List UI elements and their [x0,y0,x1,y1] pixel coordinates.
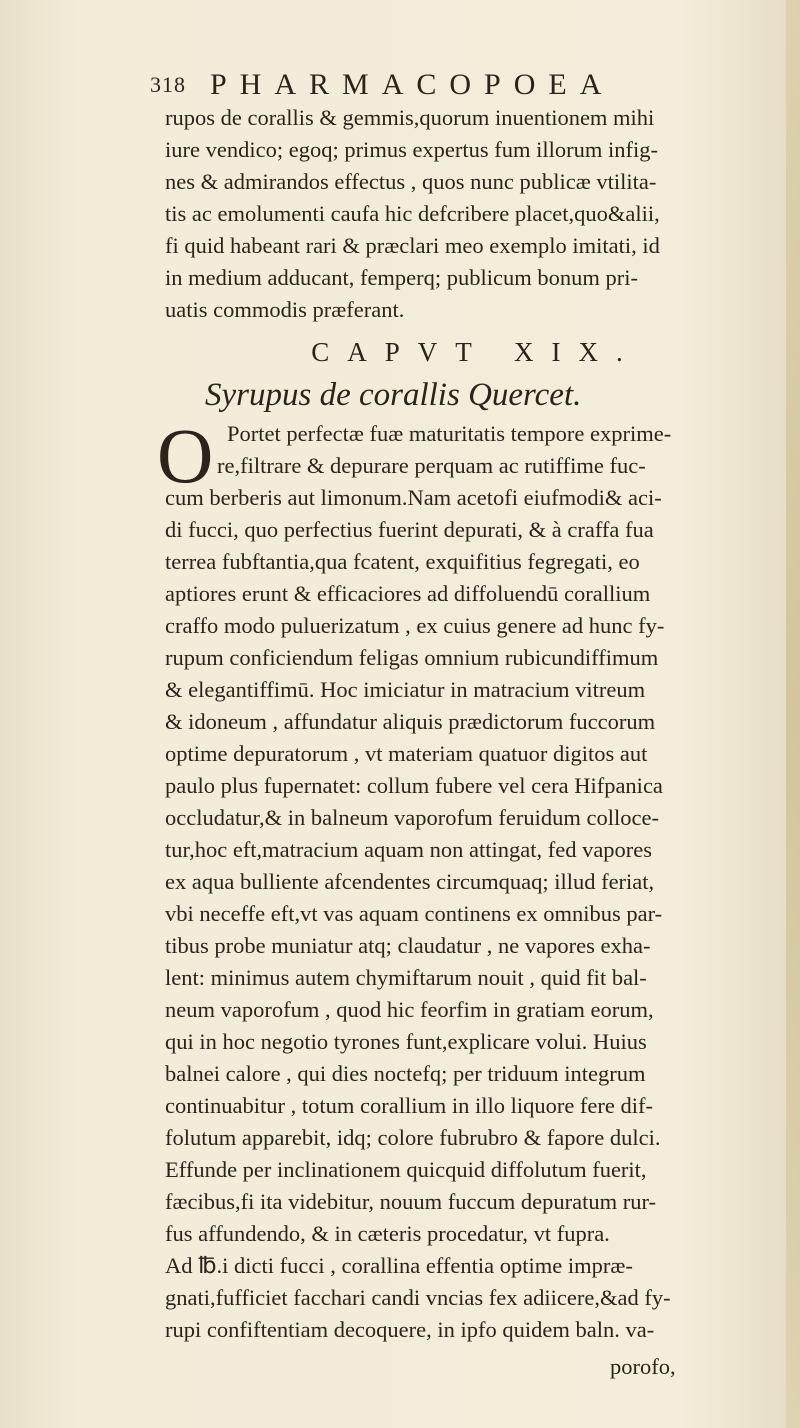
intro-paragraph [165,102,787,326]
recipe-title: Syrupus de corallis Quercet. [205,377,582,413]
text-line: balnei calore , qui dies noctefq; per triduum integrum [165,1061,646,1086]
running-title: PHARMACOPOEA [210,68,615,101]
text-line: continuabitur , totum corallium in illo liquore fere dif- [165,1093,654,1118]
text-line: nes & admirandos effectus , quos nunc publicæ vtilita- [165,169,657,194]
page-edge-stain [786,0,800,1428]
chapter-heading: CAPVT XIX. [311,337,641,367]
text-line: rupi confiftentiam decoquere, in ipfo quidem baln. va- [165,1317,655,1342]
text-line: iure vendico; egoq; primus expertus fum illorum infig- [165,137,659,162]
text-line: paulo plus fupernatet: collum fubere vel cera Hifpanica [165,773,663,798]
text-line: occludatur,& in balneum vaporofum feruidum colloce- [165,805,659,830]
text-line: & elegantiffimū. Hoc imiciatur in matracium vitreum [165,677,646,702]
text-line: cum berberis aut limonum.Nam acetofi eiufmodi& aci- [165,485,662,510]
page-body [157,102,787,1346]
text-line: Ad ℔.i dicti fucci , corallina effentia optime impræ- [165,1253,633,1278]
text-line: folutum apparebit, idq; colore fubrubro & fapore dulci. [165,1125,661,1150]
catchword: porofo, [610,1354,676,1379]
text-line: aptiores erunt & efficaciores ad diffoluendū corallium [165,581,651,606]
text-line: craffo modo puluerizatum , ex cuius genere ad hunc fy- [165,613,665,638]
text-line: optime depuratorum , vt materiam quatuor digitos aut [165,741,648,766]
drop-cap: O [157,412,214,499]
recipe-paragraph [157,412,787,1346]
text-line: qui in hoc negotio tyrones funt,explicare volui. Huius [165,1029,647,1054]
text-line: tis ac emolumenti caufa hic defcribere placet,quo&alii, [165,201,660,226]
text-line: lent: minimus autem chymiftarum nouit , quid fit bal- [165,965,647,990]
text-line: rupos de corallis & gemmis,quorum inuentionem mihi [165,105,655,130]
text-line: & idoneum , affundatur aliquis prædictorum fuccorum [165,709,656,734]
page-header [150,68,670,104]
text-line: neum vaporofum , quod hic feorfim in gratiam eorum, [165,997,654,1022]
text-line: tibus probe muniatur atq; claudatur , ne vapores exha- [165,933,651,958]
text-line: in medium adducant, femperq; publicum bonum pri- [165,265,639,290]
text-line: uatis commodis præferant. [165,297,405,322]
text-line: re,filtrare & depurare perquam ac rutiffime fuc- [217,453,646,478]
text-line: terrea fubftantia,qua fcatent, exquifitius fegregati, eo [165,549,640,574]
text-line: di fucci, quo perfectius fuerint depurati, & à craffa fua [165,517,654,542]
text-line: tur,hoc eft,matracium aquam non attingat, fed vapores [165,837,653,862]
text-line: rupum conficiendum feligas omnium rubicundiffimum [165,645,659,670]
text-line: fi quid habeant rari & præclari meo exemplo imitati, id [165,233,660,258]
text-line: Effunde per inclinationem quicquid diffolutum fuerit, [165,1157,647,1182]
text-line: Portet perfectæ fuæ maturitatis tempore exprime- [227,421,672,446]
text-line: gnati,fufficiet facchari candi vncias fex adiicere,&ad fy- [165,1285,671,1310]
text-line: fæcibus,fi ita videbitur, nouum fuccum depuratum rur- [165,1189,657,1214]
text-line: ex aqua bulliente afcendentes circumquaq; illud feriat, [165,869,655,894]
text-line: fus affundendo, & in cæteris procedatur, vt fupra. [165,1221,610,1246]
text-line: vbi neceffe eft,vt vas aquam continens ex omnibus par- [165,901,663,926]
page-number: 318 [150,72,186,97]
